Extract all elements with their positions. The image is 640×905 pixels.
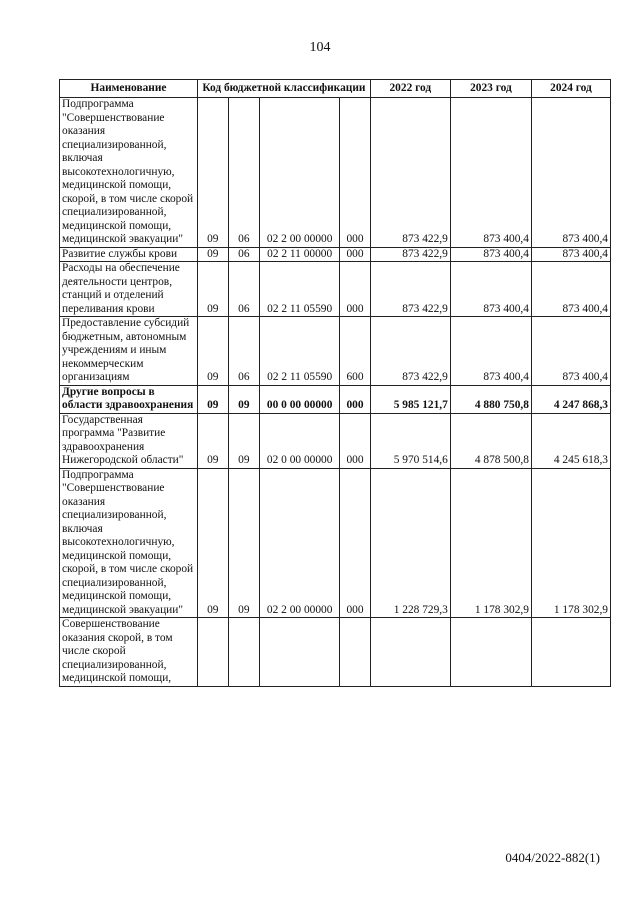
table-row <box>60 618 611 687</box>
code-target: 02 2 00 00000 <box>260 98 340 248</box>
table-row <box>60 385 611 413</box>
table-row <box>60 468 611 618</box>
row-name: Подпрограмма "Совершенствование оказания специализированной, включая высокотехнологичную, медицинской помощи, скорой, в том числе скорой специализированной, медицинской помощи, медицинской эвакуации" <box>60 98 198 248</box>
amount-2023: 873 400,4 <box>450 98 531 248</box>
code-subsection: 09 <box>228 385 260 413</box>
code-expense-type: 600 <box>340 317 371 386</box>
header-2023: 2023 год <box>450 80 531 98</box>
amount-2022: 873 422,9 <box>370 98 450 248</box>
amount-2022: 5 970 514,6 <box>370 413 450 468</box>
code-section: 09 <box>198 262 229 317</box>
amount-2023 <box>450 618 531 687</box>
code-section: 09 <box>198 317 229 386</box>
amount-2023: 873 400,4 <box>450 317 531 386</box>
code-subsection <box>228 618 260 687</box>
table-row <box>60 413 611 468</box>
table-row <box>60 317 611 386</box>
code-subsection: 06 <box>228 262 260 317</box>
code-expense-type: 000 <box>340 247 371 262</box>
footer-document-code: 0404/2022-882(1) <box>505 850 600 865</box>
amount-2022: 1 228 729,3 <box>370 468 450 618</box>
header-2022: 2022 год <box>370 80 450 98</box>
row-name: Совершенствование оказания скорой, в том числе скорой специализированной, медицинской помощи, <box>60 618 198 687</box>
code-section: 09 <box>198 247 229 262</box>
code-target: 02 2 00 00000 <box>260 468 340 618</box>
amount-2022: 5 985 121,7 <box>370 385 450 413</box>
code-expense-type: 000 <box>340 385 371 413</box>
amount-2024: 873 400,4 <box>531 98 610 248</box>
code-subsection: 06 <box>228 98 260 248</box>
row-name: Государственная программа "Развитие здравоохранения Нижегородской области" <box>60 413 198 468</box>
table-row <box>60 247 611 262</box>
code-target: 02 2 11 05590 <box>260 317 340 386</box>
code-target: 02 2 11 00000 <box>260 247 340 262</box>
header-code: Код бюджетной классификации <box>198 80 371 98</box>
code-target: 02 0 00 00000 <box>260 413 340 468</box>
amount-2022 <box>370 618 450 687</box>
code-subsection: 06 <box>228 317 260 386</box>
table-row <box>60 262 611 317</box>
code-subsection: 06 <box>228 247 260 262</box>
code-expense-type: 000 <box>340 98 371 248</box>
row-name: Расходы на обеспечение деятельности центров, станций и отделений переливания крови <box>60 262 198 317</box>
code-section: 09 <box>198 413 229 468</box>
amount-2024: 4 247 868,3 <box>531 385 610 413</box>
amount-2023: 873 400,4 <box>450 262 531 317</box>
code-section <box>198 618 229 687</box>
page-number: 104 <box>309 40 331 55</box>
code-target: 00 0 00 00000 <box>260 385 340 413</box>
amount-2024: 873 400,4 <box>531 247 610 262</box>
row-name: Другие вопросы в области здравоохранения <box>60 385 198 413</box>
code-subsection: 09 <box>228 468 260 618</box>
code-section: 09 <box>198 468 229 618</box>
amount-2023: 873 400,4 <box>450 247 531 262</box>
code-section: 09 <box>198 385 229 413</box>
code-section: 09 <box>198 98 229 248</box>
header-2024: 2024 год <box>531 80 610 98</box>
budget-table <box>59 79 611 687</box>
code-expense-type: 000 <box>340 413 371 468</box>
amount-2023: 4 878 500,8 <box>450 413 531 468</box>
code-target <box>260 618 340 687</box>
row-name: Предоставление субсидий бюджетным, автономным учреждениям и иным некоммерческим организациям <box>60 317 198 386</box>
row-name: Развитие службы крови <box>60 247 198 262</box>
row-name: Подпрограмма "Совершенствование оказания специализированной, включая высокотехнологичную, медицинской помощи, скорой, в том числе скорой специализированной, медицинской помощи, медицинской эвакуации" <box>60 468 198 618</box>
code-expense-type: 000 <box>340 262 371 317</box>
amount-2023: 4 880 750,8 <box>450 385 531 413</box>
code-target: 02 2 11 05590 <box>260 262 340 317</box>
amount-2024: 873 400,4 <box>531 262 610 317</box>
amount-2022: 873 422,9 <box>370 262 450 317</box>
amount-2023: 1 178 302,9 <box>450 468 531 618</box>
amount-2024 <box>531 618 610 687</box>
header-name: Наименование <box>60 80 198 98</box>
table-row <box>60 98 611 248</box>
code-expense-type <box>340 618 371 687</box>
table-header-row <box>60 80 611 98</box>
code-subsection: 09 <box>228 413 260 468</box>
amount-2024: 4 245 618,3 <box>531 413 610 468</box>
code-expense-type: 000 <box>340 468 371 618</box>
amount-2024: 873 400,4 <box>531 317 610 386</box>
amount-2022: 873 422,9 <box>370 317 450 386</box>
amount-2024: 1 178 302,9 <box>531 468 610 618</box>
amount-2022: 873 422,9 <box>370 247 450 262</box>
